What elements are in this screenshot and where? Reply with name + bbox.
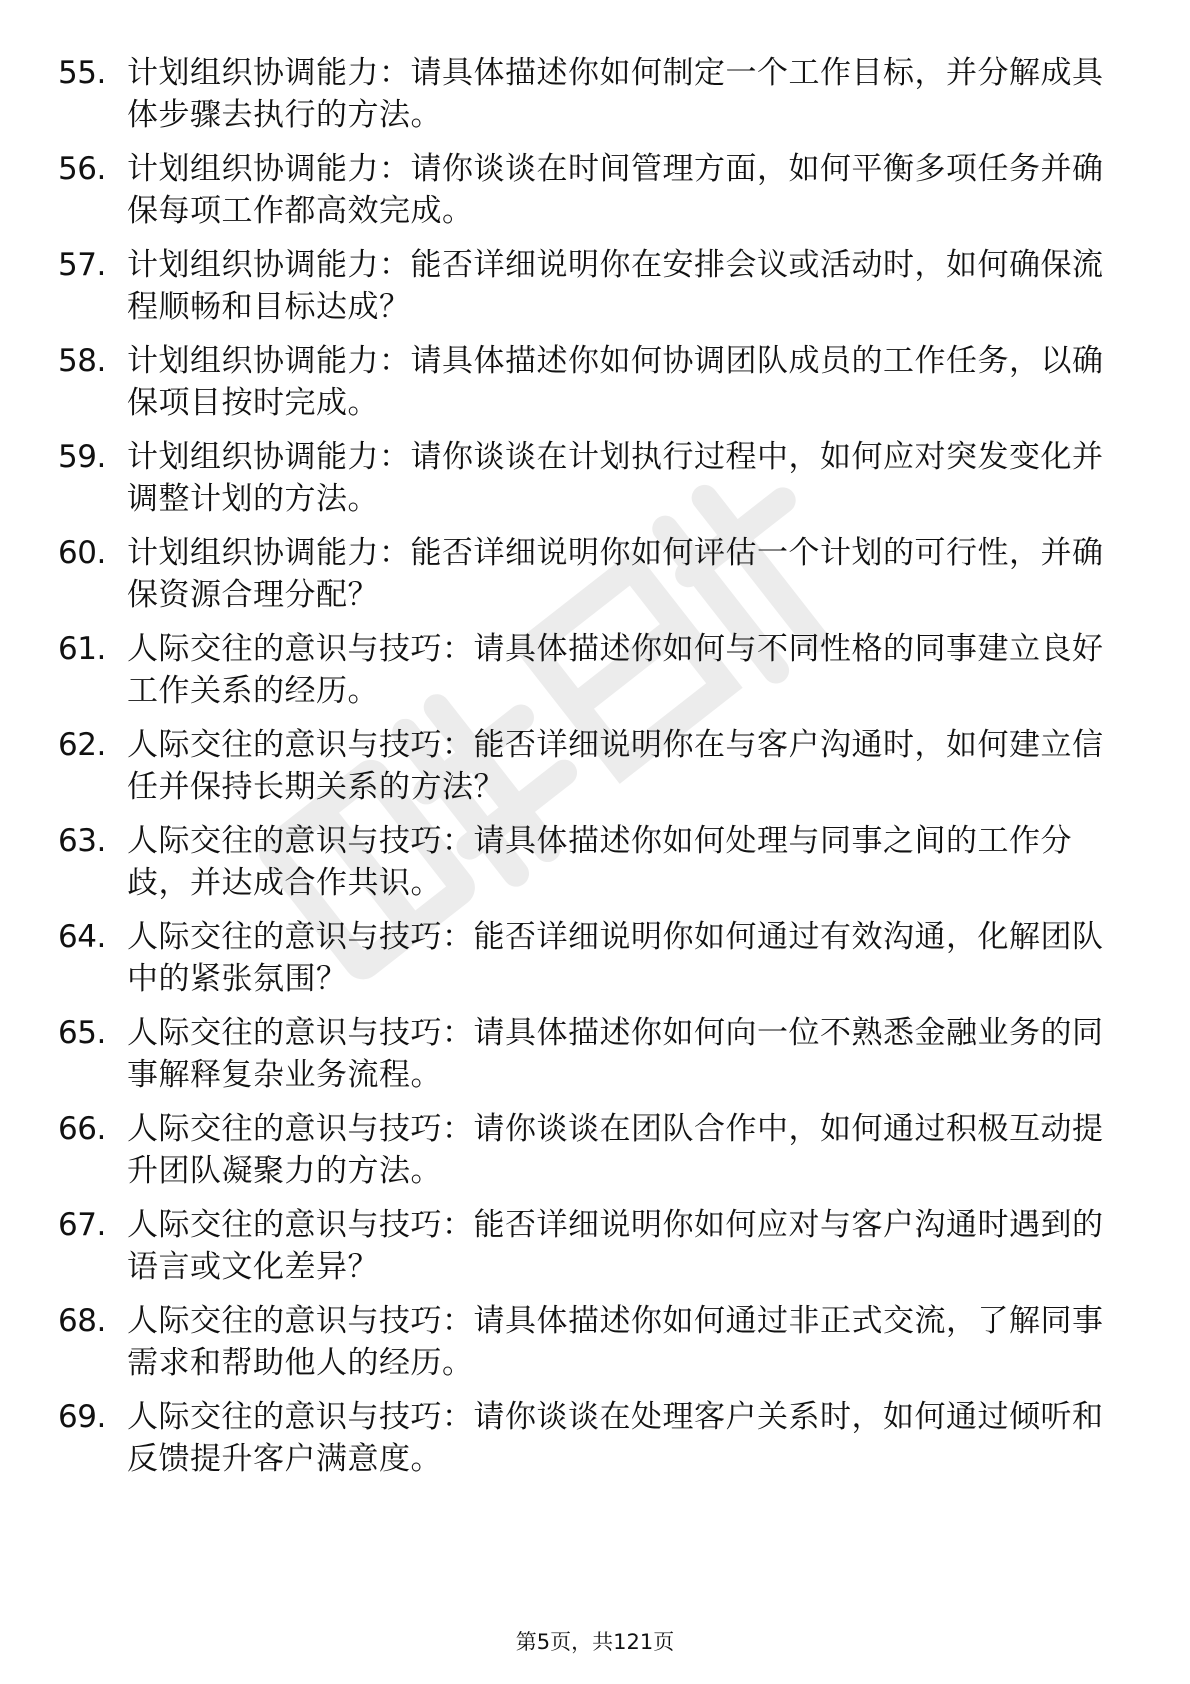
question-number: 66.: [58, 1111, 106, 1147]
question-item: [0, 628, 1190, 724]
question-text: 人际交往的意识与技巧：能否详细说明你在与客户沟通时，如何建立信任并保持长期关系的方法？: [127, 727, 1104, 805]
question-text: 计划组织协调能力：请你谈谈在计划执行过程中，如何应对突发变化并调整计划的方法。: [127, 439, 1104, 517]
question-item: [0, 52, 1190, 148]
question-item: [0, 1012, 1190, 1108]
question-number: 65.: [58, 1015, 106, 1051]
question-number: 58.: [58, 343, 106, 379]
question-text: 人际交往的意识与技巧：请你谈谈在团队合作中，如何通过积极互动提升团队凝聚力的方法。: [127, 1111, 1104, 1189]
question-item: [0, 820, 1190, 916]
question-text: 计划组织协调能力：请具体描述你如何协调团队成员的工作任务，以确保项目按时完成。: [127, 343, 1104, 421]
question-number: 59.: [58, 439, 106, 475]
question-item: [0, 1108, 1190, 1204]
question-text: 人际交往的意识与技巧：能否详细说明你如何通过有效沟通，化解团队中的紧张氛围？: [127, 919, 1104, 997]
question-text: 计划组织协调能力：能否详细说明你如何评估一个计划的可行性，并确保资源合理分配？: [127, 535, 1104, 613]
question-item: [0, 244, 1190, 340]
question-text: 计划组织协调能力：能否详细说明你在安排会议或活动时，如何确保流程顺畅和目标达成？: [127, 247, 1104, 325]
question-number: 60.: [58, 535, 106, 571]
question-number: 69.: [58, 1399, 106, 1435]
question-number: 56.: [58, 151, 106, 187]
question-item: [0, 1300, 1190, 1396]
question-number: 57.: [58, 247, 106, 283]
question-item: [0, 1204, 1190, 1300]
question-item: [0, 724, 1190, 820]
page-footer: 第5页，共121页: [515, 1630, 675, 1654]
question-text: 计划组织协调能力：请具体描述你如何制定一个工作目标，并分解成具体步骤去执行的方法。: [127, 55, 1104, 133]
question-text: 人际交往的意识与技巧：请具体描述你如何处理与同事之间的工作分歧，并达成合作共识。: [127, 823, 1072, 901]
question-list: [0, 52, 1190, 1492]
question-number: 61.: [58, 631, 106, 667]
question-number: 64.: [58, 919, 106, 955]
question-text: 人际交往的意识与技巧：请具体描述你如何通过非正式交流，了解同事需求和帮助他人的经历。: [127, 1303, 1104, 1381]
question-number: 68.: [58, 1303, 106, 1339]
question-item: [0, 148, 1190, 244]
question-text: 人际交往的意识与技巧：请具体描述你如何向一位不熟悉金融业务的同事解释复杂业务流程。: [127, 1015, 1104, 1093]
question-text: 人际交往的意识与技巧：请具体描述你如何与不同性格的同事建立良好工作关系的经历。: [127, 631, 1104, 709]
question-text: 人际交往的意识与技巧：能否详细说明你如何应对与客户沟通时遇到的语言或文化差异？: [127, 1207, 1104, 1285]
question-item: [0, 532, 1190, 628]
question-number: 62.: [58, 727, 106, 763]
question-text: 人际交往的意识与技巧：请你谈谈在处理客户关系时，如何通过倾听和反馈提升客户满意度。: [127, 1399, 1104, 1477]
question-number: 63.: [58, 823, 106, 859]
question-item: [0, 916, 1190, 1012]
question-item: [0, 1396, 1190, 1492]
question-text: 计划组织协调能力：请你谈谈在时间管理方面，如何平衡多项任务并确保每项工作都高效完成。: [127, 151, 1104, 229]
question-item: [0, 340, 1190, 436]
question-number: 67.: [58, 1207, 106, 1243]
question-number: 55.: [58, 55, 106, 91]
question-item: [0, 436, 1190, 532]
